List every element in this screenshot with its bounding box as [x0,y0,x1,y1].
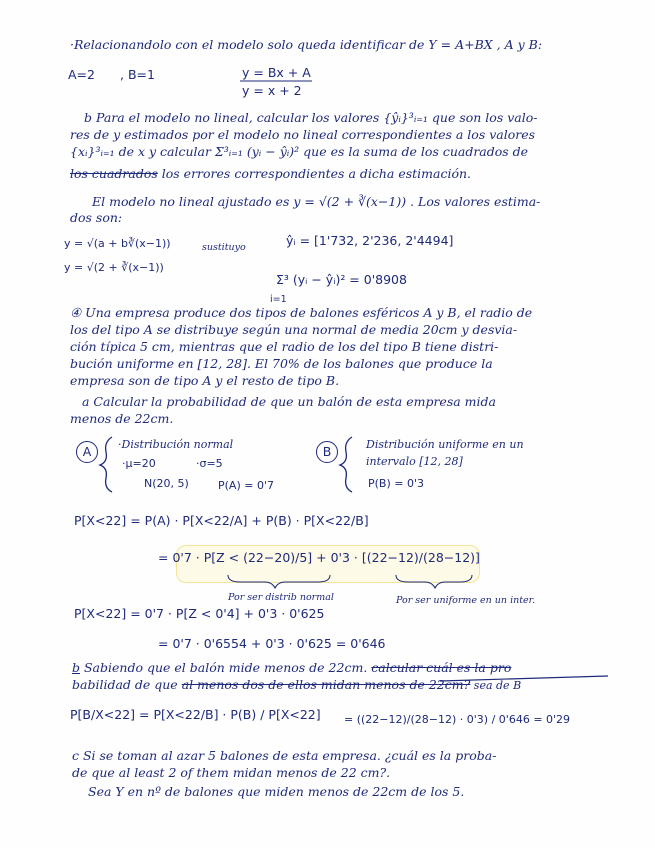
line-03: b Para el modelo no lineal, calcular los valores {ŷᵢ}³ᵢ₌₁ que son los valo- [84,110,538,125]
line-16: a Calcular la probabilidad de que un balón de esta empresa mida [82,394,496,409]
a-distribution: ·Distribución normal [118,438,234,451]
struck-text: los cuadrados [70,166,158,181]
fitted-equation: y = x + 2 [242,83,302,98]
line-08: dos son: [70,210,123,225]
line-13: ción típica 5 cm, mientras que el radio de los del tipo B tiene distri- [70,339,499,354]
sum-of-squares: Σ³ (yᵢ − ŷᵢ)² = 0'8908 [276,272,407,287]
line-07: El modelo no lineal ajustado es y = √(2 + ∛(x−1)) . Los valores estima- [92,194,541,209]
line-06-text: los errores correspondientes a dicha estimación. [157,166,472,181]
line-30: de que al least 2 of them midan menos de 22 cm?. [72,765,391,780]
line-05: {xᵢ}³ᵢ₌₁ de x y calcular Σ³ᵢ₌₁ (yᵢ − ŷᵢ)² que es la suma de los cuadrados de [70,144,529,159]
total-probability-z: P[X<22] = 0'7 · P[Z < 0'4] + 0'3 · 0'625 [74,606,325,621]
struck-part-b-2: al menos dos de ellos midan menos de 22cm? [181,677,471,692]
line-01: ·Relacionandolo con el modelo solo queda identificar de Y = A+BX , A y B: [70,37,543,52]
line-27-end: sea de B [470,679,522,692]
note-normal: Por ser distrib normal [228,592,334,603]
a-normal: N(20, 5) [144,477,189,490]
line-12: los del tipo A se distribuye según una normal de media 20cm y desvia- [70,322,518,337]
line-15: empresa son de tipo A y el resto de tipo B. [70,373,340,388]
total-probability-subst: = 0'7 · P[Z < (22−20)/5] + 0'3 · [(22−12)/(28−12)] [158,550,480,565]
part-b-label: b [72,660,81,675]
struck-part-b: calcular cuál es la pro [371,660,512,675]
line-14: bución uniforme en [12, 28]. El 70% de los balones que produce la [70,356,493,371]
label-b-circle: B [316,441,338,463]
p-a: P(A) = 0'7 [218,479,274,492]
a-mean: ·μ=20 [122,457,156,470]
line-27-text: babilidad de que [72,677,182,692]
sum-index: i=1 [270,294,287,305]
substitute-note: sustituyo [202,242,246,253]
b-distribution: Distribución uniforme en un [366,438,524,451]
value-a: A=2 [68,67,95,82]
general-model: y = √(a + b∛(x−1)) [64,237,171,250]
model-equation: y = Bx + A [242,65,311,80]
total-probability-result: = 0'7 · 0'6554 + 0'3 · 0'625 = 0'646 [158,636,386,651]
label-a-circle: A [76,441,98,463]
line-11: ④ Una empresa produce dos tipos de balones esféricos A y B, el radio de [70,305,533,320]
specific-model: y = √(2 + ∛(x−1)) [64,261,164,274]
bayes-result: = ((22−12)/(28−12) · 0'3) / 0'646 = 0'29 [344,713,571,726]
line-27 [72,677,521,694]
line-04: res de y estimados por el modelo no lineal correspondientes a los valores [70,127,536,142]
total-probability: P[X<22] = P(A) · P[X<22/A] + P(B) · P[X<22/B] [74,513,369,528]
value-b: , B=1 [120,67,155,82]
estimated-values: ŷᵢ = [1'732, 2'236, 2'4494] [286,233,454,248]
line-06 [70,166,471,182]
p-b: P(B) = 0'3 [368,477,424,490]
line-31: Sea Y en nº de balones que miden menos de 22cm de los 5. [88,784,465,799]
line-26 [72,660,511,676]
line-29: c Si se toman al azar 5 balones de esta empresa. ¿cuál es la proba- [72,748,497,763]
note-uniform: Por ser uniforme en un inter. [396,595,536,606]
b-interval: intervalo [12, 28] [366,455,463,468]
bayes-formula: P[B/X<22] = P[X<22/B] · P(B) / P[X<22] [70,707,321,722]
a-sd: ·σ=5 [196,457,223,470]
line-17: menos de 22cm. [70,411,174,426]
part-b-text: Sabiendo que el balón mide menos de 22cm. [80,660,372,675]
